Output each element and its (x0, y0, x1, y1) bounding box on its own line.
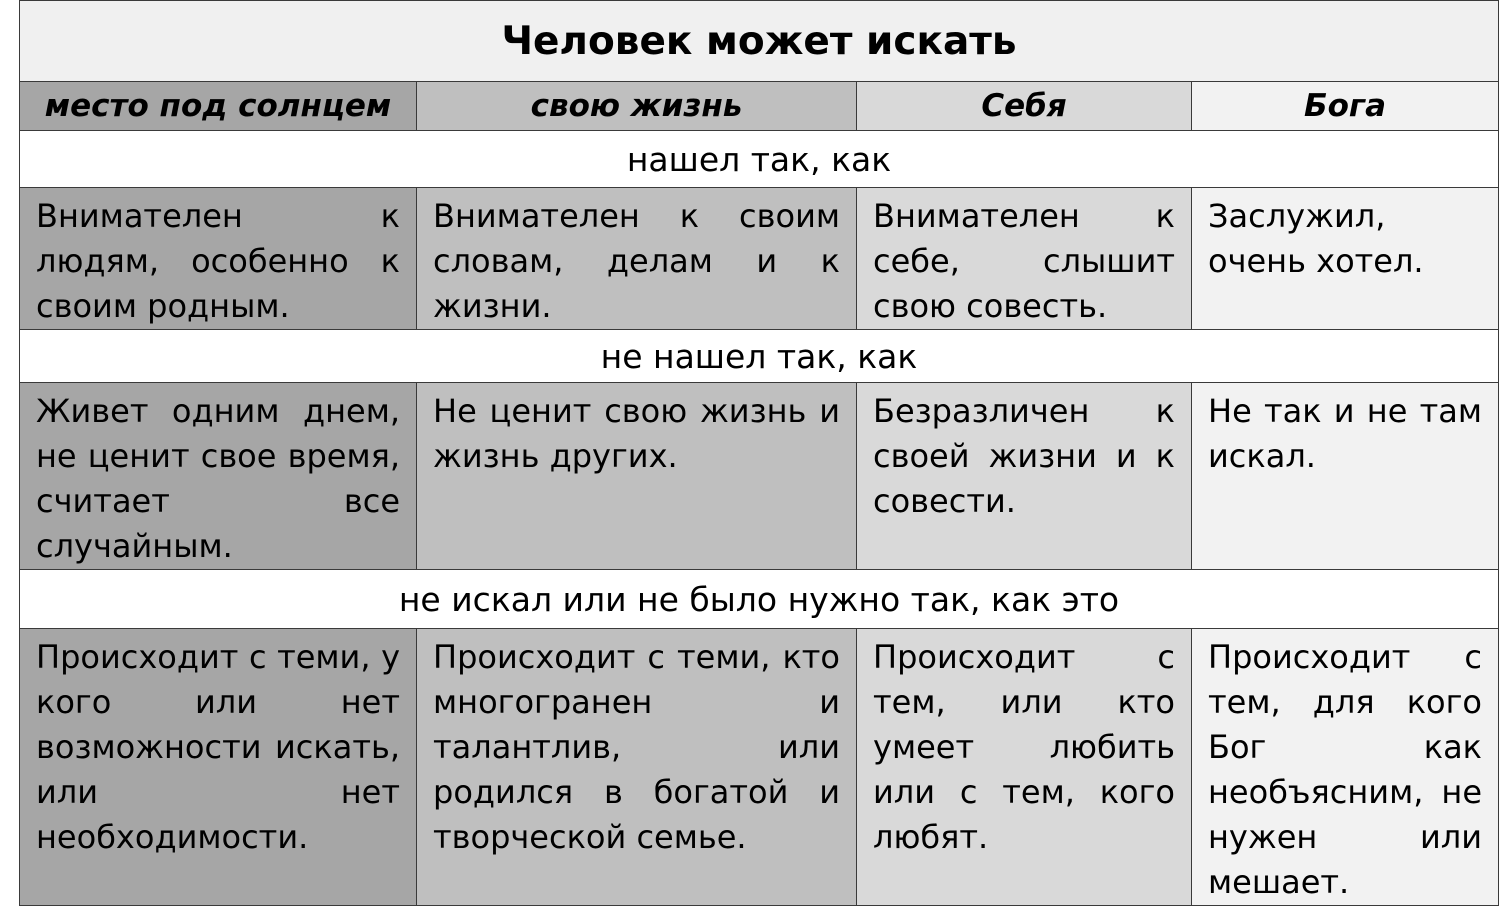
table-cell: Происходит с тем, или кто умеет любить или с тем, кого любят. (857, 629, 1192, 906)
table-cell: Живет одним днем, не ценит свое время, считает все случайным. (20, 383, 417, 570)
column-header-self: Себя (857, 82, 1192, 131)
table-cell: Происходит с теми, кто многогранен и талантлив, или родился в богатой и творческой семье. (417, 629, 857, 906)
section-row-not-found (20, 330, 1499, 383)
header-row (20, 82, 1499, 131)
table-cell: Внимателен к людям, особенно к своим родным. (20, 188, 417, 330)
search-table (19, 0, 1499, 906)
title-row (20, 1, 1499, 82)
table-cell: Происходит с теми, у кого или нет возможности искать, или нет необходимости. (20, 629, 417, 906)
table-cell: Внимателен к своим словам, делам и к жизни. (417, 188, 857, 330)
column-header-life: свою жизнь (417, 82, 857, 131)
table-cell: Заслужил, очень хотел. (1192, 188, 1499, 330)
table-cell: Безразличен к своей жизни и к совести. (857, 383, 1192, 570)
section-label: не искал или не было нужно так, как это (20, 570, 1499, 629)
table-cell: Происходит с тем, для кого Бог как необъясним, не нужен или мешает. (1192, 629, 1499, 906)
column-header-place: место под солнцем (20, 82, 417, 131)
table-cell: Не ценит свою жизнь и жизнь других. (417, 383, 857, 570)
table-row (20, 383, 1499, 570)
table-cell: Внимателен к себе, слышит свою совесть. (857, 188, 1192, 330)
section-label: нашел так, как (20, 131, 1499, 188)
section-row-found (20, 131, 1499, 188)
table-row (20, 188, 1499, 330)
section-row-not-searched (20, 570, 1499, 629)
section-label: не нашел так, как (20, 330, 1499, 383)
table-cell: Не так и не там искал. (1192, 383, 1499, 570)
document-page (19, 0, 1498, 901)
table-row (20, 629, 1499, 906)
column-header-god: Бога (1192, 82, 1499, 131)
table-title: Человек может искать (20, 1, 1499, 82)
